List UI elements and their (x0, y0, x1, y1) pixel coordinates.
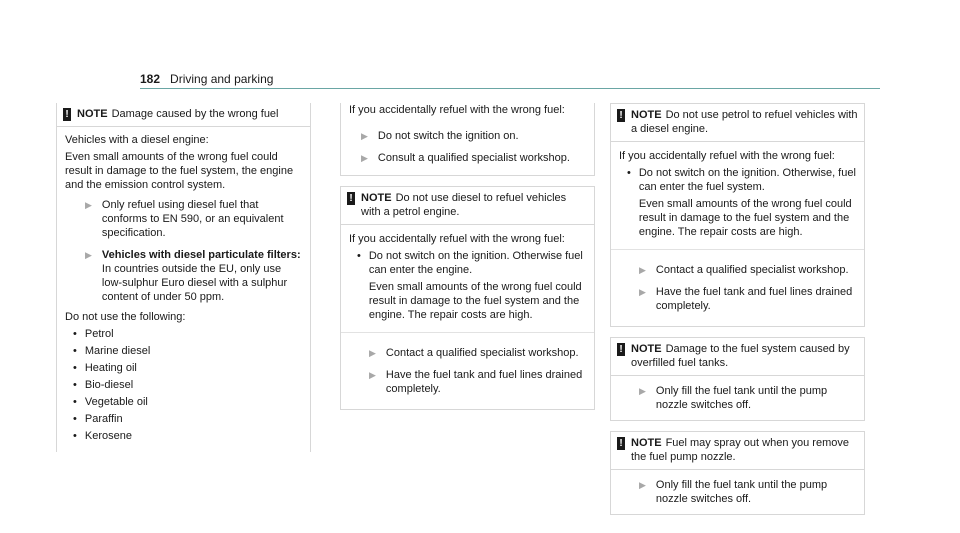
bullet-dot: • (73, 362, 77, 374)
triangle-right-icon: ▶ (639, 265, 646, 275)
bullet-subtext: Even small amounts of the wrong fuel could result in damage to the fuel system and the engine. The repair costs are high. (638, 198, 852, 238)
instruction-step (349, 344, 586, 362)
paragraph: Vehicles with a diesel engine: (65, 134, 209, 146)
bullet-dot: • (73, 379, 77, 391)
step-text: Do not switch the ignition on. (377, 130, 519, 142)
paragraph: Even small amounts of the wrong fuel could result in damage to the fuel system, the engine and the emission control system. (65, 151, 294, 191)
bullet-dot: • (73, 345, 77, 357)
list-item (349, 249, 586, 322)
step-text: Contact a qualified specialist workshop. (655, 264, 849, 276)
list-item: • Paraffin (73, 413, 123, 425)
list-item: • Bio-diesel (73, 379, 134, 391)
note-section (341, 333, 594, 409)
step-text: Consult a qualified specialist workshop. (377, 152, 570, 164)
note-label: NOTE (631, 437, 662, 449)
bullet-dot: • (73, 413, 77, 425)
note-section (611, 250, 864, 326)
warning-icon: ! (617, 343, 625, 356)
warning-icon: ! (617, 109, 625, 122)
paragraph: Do not use the following: (65, 311, 186, 323)
bullet-dot: • (73, 328, 77, 340)
paragraph: If you accidentally refuel with the wrong fuel: (349, 233, 565, 245)
instruction-step (341, 149, 594, 167)
step-text: Contact a qualified specialist workshop. (385, 347, 579, 359)
bullet-dot: • (73, 396, 77, 408)
list-item: • Petrol (73, 328, 114, 340)
paragraph: If you accidentally refuel with the wrong fuel: (349, 104, 565, 116)
triangle-right-icon: ▶ (85, 250, 92, 260)
warning-icon: ! (63, 108, 71, 121)
step-text: Only refuel using diesel fuel that conforms to EN 590, or an equivalent specification. (101, 199, 284, 239)
note-label: NOTE (631, 343, 662, 355)
instruction-step (619, 283, 856, 315)
note-header (611, 104, 864, 142)
column-3 (610, 103, 865, 515)
note-header (341, 187, 594, 225)
list-item: • Marine diesel (73, 345, 151, 357)
bullet-dot: • (357, 250, 361, 262)
note-section (341, 225, 594, 333)
note-label: NOTE (631, 109, 662, 121)
list-item: • Kerosene (73, 430, 132, 442)
note-label: NOTE (361, 192, 392, 204)
warning-icon: ! (617, 437, 625, 450)
note-section (611, 376, 864, 420)
step-text: Have the fuel tank and fuel lines drained completely. (655, 286, 853, 312)
triangle-right-icon: ▶ (361, 153, 368, 163)
note-title: Damage to the fuel system caused by overfilled fuel tanks. (631, 343, 850, 369)
triangle-right-icon: ▶ (369, 348, 376, 358)
note-section (611, 470, 864, 514)
triangle-right-icon: ▶ (639, 480, 646, 490)
list-item: • Vegetable oil (73, 396, 148, 408)
list-item (619, 166, 856, 239)
column-2 (340, 103, 595, 410)
step-bold: Vehicles with diesel particulate filters: (101, 249, 301, 261)
note-section (611, 142, 864, 250)
instruction-step (349, 366, 586, 398)
instruction-step (341, 127, 594, 145)
bullet-dot: • (73, 430, 77, 442)
bullet-subtext: Even small amounts of the wrong fuel could result in damage to the fuel system and the engine. The repair costs are high. (368, 281, 582, 321)
step-text: Only fill the fuel tank until the pump nozzle switches off. (655, 479, 828, 505)
triangle-right-icon: ▶ (361, 131, 368, 141)
note-header (611, 432, 864, 470)
bullet-text: Do not switch on the ignition. Otherwise, fuel can enter the fuel system. (638, 167, 856, 193)
header-divider (140, 88, 880, 89)
note-body (57, 127, 310, 452)
section-title: Driving and parking (170, 72, 274, 86)
triangle-right-icon: ▶ (369, 370, 376, 380)
paragraph: If you accidentally refuel with the wrong fuel: (619, 150, 835, 162)
note-box-overfilled-tank (610, 337, 865, 421)
instruction-step (619, 476, 856, 508)
note-label: NOTE (77, 108, 108, 120)
step-text: Only fill the fuel tank until the pump nozzle switches off. (655, 385, 828, 411)
note-title: Do not use diesel to refuel vehicles with a petrol engine. (361, 192, 567, 218)
triangle-right-icon: ▶ (85, 200, 92, 210)
note-box-wrong-fuel (56, 103, 311, 452)
wrong-fuel-steps-box (340, 103, 595, 176)
list-item: • Heating oil (73, 362, 137, 374)
instruction-step (619, 261, 856, 279)
step-text: Have the fuel tank and fuel lines drained completely. (385, 369, 583, 395)
note-title: Damage caused by the wrong fuel (111, 108, 279, 120)
page-header (140, 72, 273, 86)
note-title: Fuel may spray out when you remove the fuel pump nozzle. (631, 437, 849, 463)
page-number: 182 (140, 72, 161, 86)
note-box-petrol-in-diesel (610, 103, 865, 327)
triangle-right-icon: ▶ (639, 386, 646, 396)
column-1 (56, 103, 311, 452)
note-header (57, 103, 310, 127)
triangle-right-icon: ▶ (639, 287, 646, 297)
note-header (611, 338, 864, 376)
instruction-step (619, 382, 856, 414)
note-title: Do not use petrol to refuel vehicles with a diesel engine. (631, 109, 858, 135)
note-box-diesel-in-petrol (340, 186, 595, 410)
instruction-step (65, 246, 302, 306)
note-box-fuel-spray (610, 431, 865, 515)
instruction-step (65, 196, 302, 242)
step-text: In countries outside the EU, only use low-sulphur Euro diesel with a sulphur content of under 50 ppm. (101, 263, 288, 303)
warning-icon: ! (347, 192, 355, 205)
bullet-dot: • (627, 167, 631, 179)
bullet-text: Do not switch on the ignition. Otherwise fuel can enter the engine. (368, 250, 583, 276)
